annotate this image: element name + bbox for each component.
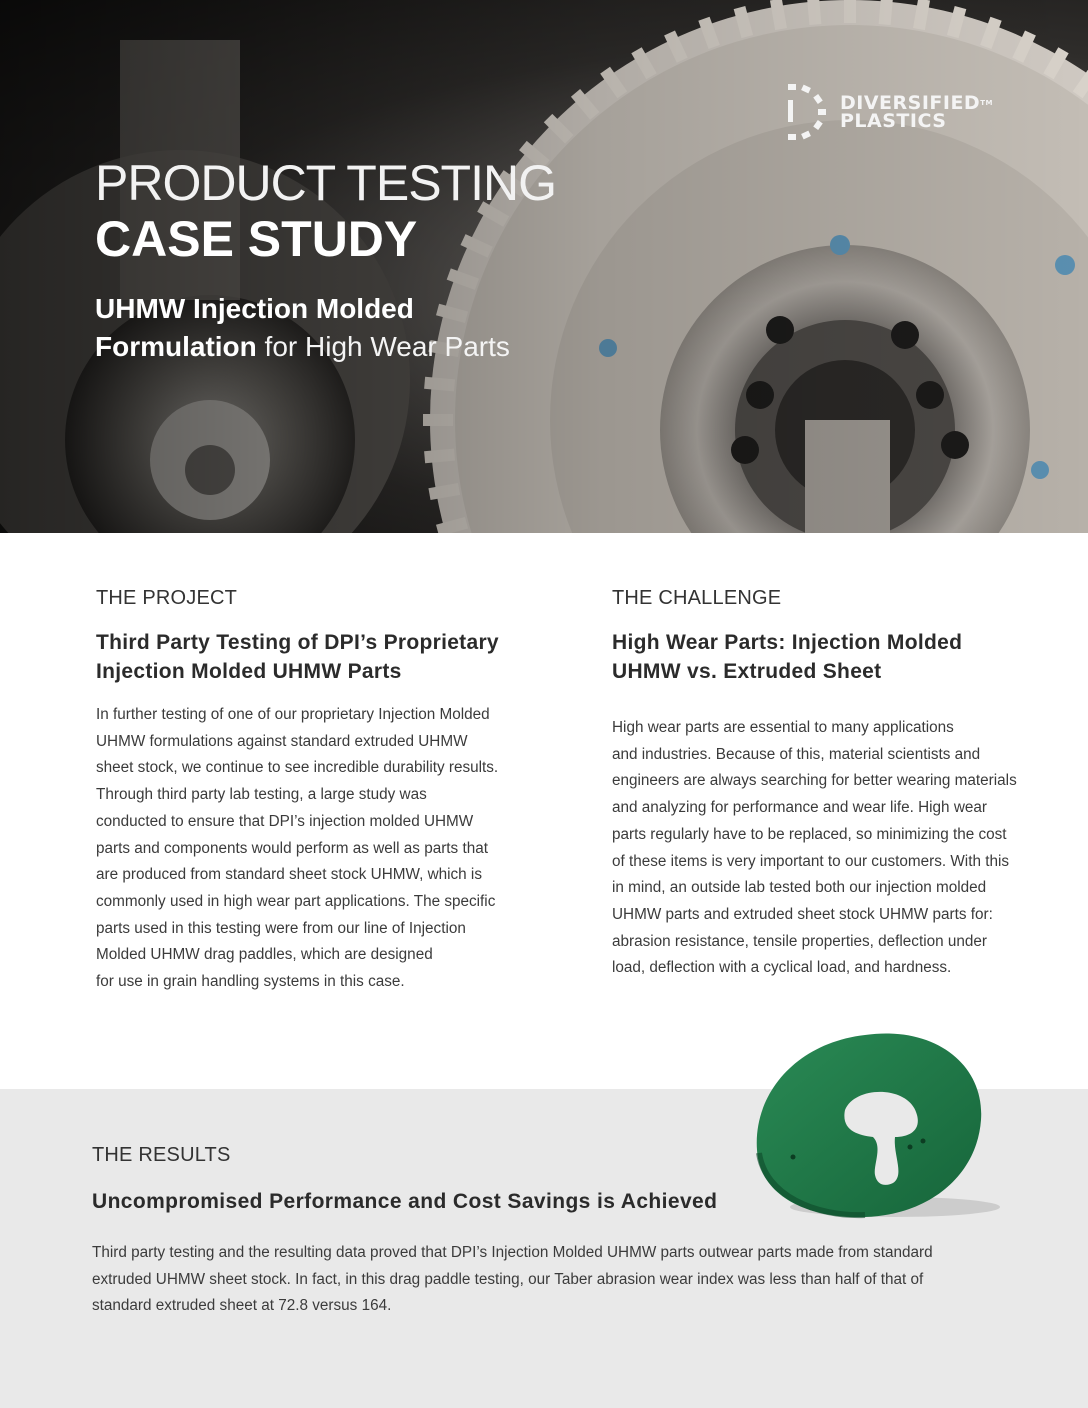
challenge-text-line: load, deflection with a cyclical load, and hardness. [612, 959, 952, 977]
challenge-text-line: of these items is very important to our customers. With this [612, 852, 1010, 870]
hero-subtitle-light: for High Wear Parts [256, 331, 510, 362]
project-text-line: commonly used in high wear part applications. The specific [96, 892, 496, 910]
diversified-plastics-logo [782, 80, 1002, 144]
project-text-line: are produced from standard sheet stock UHMW, which is [96, 866, 482, 884]
logo-tm: TM [980, 99, 993, 107]
hero-title-line2: CASE STUDY [95, 211, 418, 267]
project-text-line: parts used in this testing were from our line of Injection [96, 919, 466, 937]
challenge-body [612, 715, 1032, 982]
challenge-text-line: in mind, an outside lab tested both our injection molded [612, 879, 987, 897]
project-body [96, 702, 516, 996]
hero-banner [0, 0, 1088, 533]
challenge-text-line: UHMW parts and extruded sheet stock UHMW parts for: [612, 905, 993, 923]
project-headline [96, 628, 516, 686]
challenge-text-line: and industries. Because of this, material scientists and [612, 745, 981, 763]
project-headline-line1: Third Party Testing of DPI’s Proprietary [96, 631, 499, 654]
green-drag-paddle-photo [745, 1025, 1005, 1225]
challenge-text-line: and analyzing for performance and wear life. High wear [612, 799, 987, 817]
hero-subtitle-line1: UHMW Injection Molded [95, 293, 414, 324]
results-body [92, 1240, 972, 1320]
challenge-headline-line2: UHMW vs. Extruded Sheet [612, 660, 882, 683]
challenge-text-line: engineers are always searching for better wearing materials [612, 772, 1017, 790]
results-headline: Uncompromised Performance and Cost Savings is Achieved [92, 1190, 718, 1213]
challenge-section [612, 585, 1032, 982]
project-headline-line2: Injection Molded UHMW Parts [96, 660, 402, 683]
hero-subtitle-bold: Formulation [95, 331, 257, 362]
results-text-line: extruded UHMW sheet stock. In fact, in this drag paddle testing, our Taber abrasion wear index was less than half of that of [92, 1270, 924, 1288]
results-text-line: standard extruded sheet at 72.8 versus 164. [92, 1297, 392, 1315]
logo-line2: PLASTICS [840, 110, 947, 132]
hero-title-line1: PRODUCT TESTING [95, 155, 556, 211]
gear-logo-icon [782, 80, 834, 144]
project-text-line: UHMW formulations against standard extruded UHMW [96, 732, 468, 750]
project-text-line: for use in grain handling systems in this case. [96, 973, 405, 991]
hero-subtitle [95, 290, 510, 366]
project-text-line: sheet stock, we continue to see incredible durability results. [96, 759, 499, 777]
logo-line1: DIVERSIFIED [840, 92, 981, 114]
project-text-line: conducted to ensure that DPI’s injection molded UHMW [96, 812, 474, 830]
project-text-line: In further testing of one of our proprietary Injection Molded [96, 706, 490, 723]
project-text-line: Through third party lab testing, a large study was [96, 786, 427, 804]
challenge-text-line: High wear parts are essential to many applications [612, 719, 954, 736]
challenge-text-line: parts regularly have to be replaced, so minimizing the cost [612, 825, 1007, 843]
challenge-text-line: abrasion resistance, tensile properties, deflection under [612, 932, 987, 950]
results-kicker: THE RESULTS [92, 1144, 231, 1166]
project-text-line: parts and components would perform as well as parts that [96, 839, 488, 857]
challenge-headline-line1: High Wear Parts: Injection Molded [612, 631, 963, 654]
project-text-line: Molded UHMW drag paddles, which are designed [96, 946, 433, 964]
challenge-kicker: THE CHALLENGE [612, 587, 782, 609]
results-text-line: Third party testing and the resulting data proved that DPI’s Injection Molded UHMW parts outwear parts made from standard [92, 1244, 933, 1261]
challenge-headline [612, 628, 1032, 686]
project-section [96, 585, 516, 996]
project-kicker: THE PROJECT [96, 587, 238, 609]
